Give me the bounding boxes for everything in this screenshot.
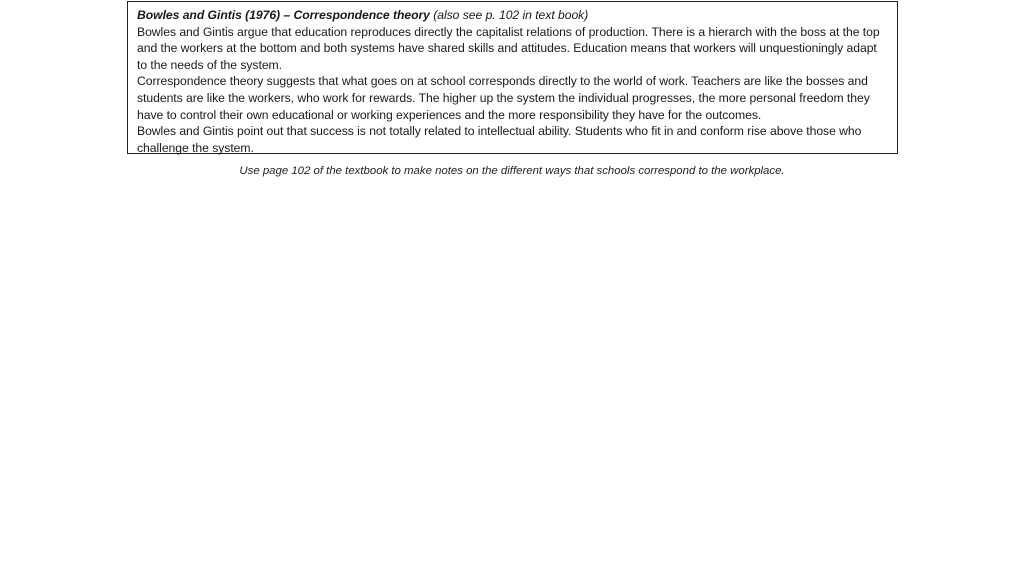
notes-heading-title: Bowles and Gintis (1976) – Correspondence theory [137, 8, 430, 22]
notes-heading [137, 7, 888, 24]
notes-paragraph-3: Bowles and Gintis point out that success is not totally related to intellectual ability. Students who fit in and conform rise above those who challenge the system. [137, 124, 862, 155]
instruction-text: Use page 102 of the textbook to make notes on the different ways that schools correspond to the workplace. [239, 165, 785, 177]
notes-paragraph-2: Correspondence theory suggests that what goes on at school corresponds directly to the world of work. Teachers are like the bosses and students are like the workers, who work for rewards. The higher up the system the individual progresses, the more personal freedom they have to control their own educational or working experiences and the more responsibility they have for the outcomes. [137, 74, 870, 122]
correspondence-theory-notes-box [127, 1, 898, 154]
notes-paragraph-1: Bowles and Gintis argue that education reproduces directly the capitalist relations of production. There is a hierarch with the boss at the top and the workers at the bottom and both systems have shared skills and attitudes. Education means that workers will unquestioningly adapt to the needs of the system. [137, 24, 880, 72]
notes-heading-reference: (also see p. 102 in text book) [429, 8, 589, 22]
